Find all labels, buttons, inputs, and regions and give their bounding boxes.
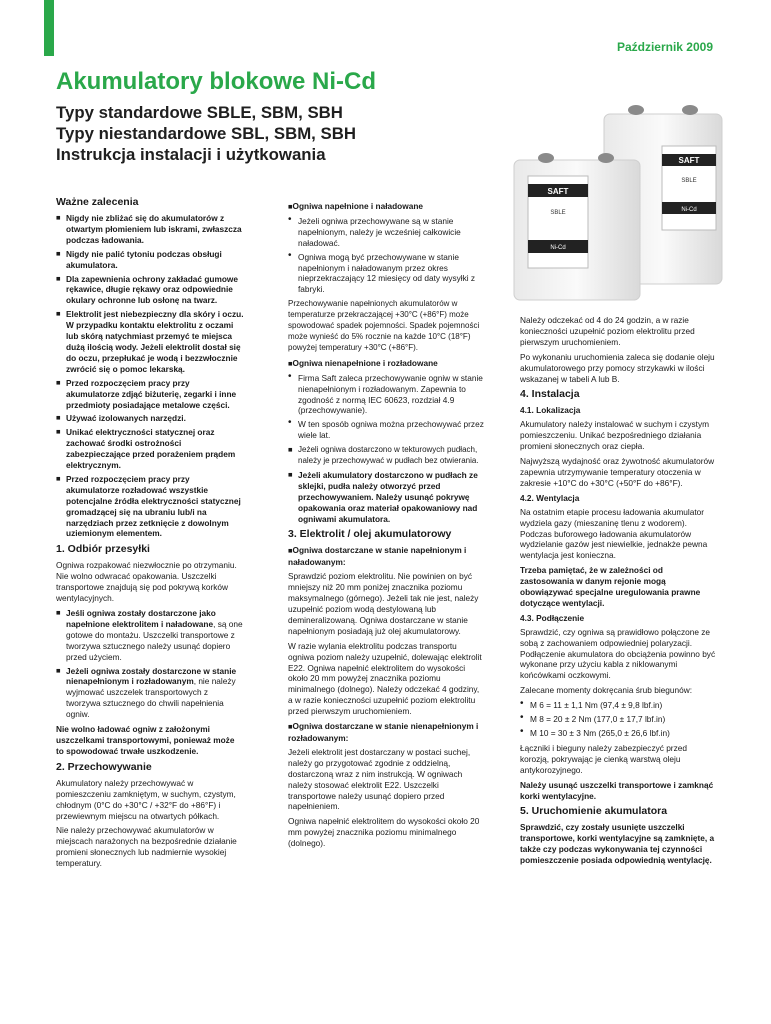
column-2 (288, 199, 484, 853)
section-4-3-paragraph: Sprawdzić, czy ogniwa są prawidłowo połączone ze sobą z zachowaniem odpowiedniej polaryzacji. Podłączenie akumulatora do obciążenia powinno być wykonane przy użyciu kabla z niklowanymi końcówkami oczkowymi. (520, 626, 716, 681)
section-4-3-heading: 4.3. Podłączenie (520, 612, 585, 623)
warnings-list (56, 213, 244, 539)
section-1-note: Nie wolno ładować ogniw z założonymi uszczelkami transportowymi, ponieważ może to spowodować trwałe uszkodzenie. (56, 724, 235, 756)
warning-item: ■ Nigdy nie palić tytoniu podczas obsługi akumulatora. (56, 249, 244, 271)
section-3-heading: 3. Elektrolit / olej akumulatorowy (288, 528, 452, 541)
section-3-paragraph: Ogniwa napełnić elektrolitem do wysokości około 20 mm powyżej znacznika poziomu minimalnego (dolnego). (288, 816, 480, 849)
warning-item: ■ Elektrolit jest niebezpieczny dla skóry i oczu. W przypadku kontaktu elektrolitu z oczami lub skórą natychmiast przemyć te miejsca dużą ilością wody. Jeżeli elektrolit dostał się do oczu, przepłukać je wodą i bezzwłocznie zwrócić się o pomoc lekarską. (56, 309, 244, 374)
storage-empty-item: • W ten sposób ogniwa można przechowywać przez wiele lat. (288, 419, 484, 441)
document-subtitles (56, 102, 356, 165)
storage-filled-list (288, 216, 484, 295)
storage-empty-item: • Firma Saft zaleca przechowywanie ogniw w stanie nienapełnionym i rozładowanym. Zapewnia to zgodność z normą IEC 60623, rozdział 4.9 (przechowywanie). (288, 373, 484, 417)
storage-filled-item: • Ogniwa mogą być przechowywane w stanie napełnionym i naładowanym przez okres nieprzekraczający 12 miesięcy od daty wysyłki z fabryki. (288, 252, 484, 296)
section-5-heading: 5. Uruchomienie akumulatora (520, 805, 668, 818)
section-4-2-note: Trzeba pamiętać, że w zależności od zastosowania w danym rejonie mogą obowiązywać specjalne uregulowania prawne dotyczące wentylacji. (520, 565, 701, 608)
back-cell-chem-text: Ni-Cd (681, 207, 697, 213)
section-3-subheading: ■ Ogniwa dostarczane w stanie napełnionym i naładowanym: (288, 545, 484, 568)
back-cell-terminal (682, 105, 698, 115)
item-bold: Jeśli ogniwa zostały dostarczone jako napełnione elektrolitem i naładowane (66, 608, 216, 629)
subtitle-line: Typy niestandardowe SBL, SBM, SBH (56, 124, 356, 143)
back-cell-brand-text: SAFT (678, 156, 700, 165)
front-cell-terminal (598, 153, 614, 163)
document-date: Październik 2009 (616, 40, 713, 54)
storage-packaging-list (288, 445, 484, 524)
torque-item: • M 6 = 11 ± 1,1 Nm (97,4 ± 9,8 lbf.in) (520, 700, 716, 711)
warning-item: ■ Przed rozpoczęciem pracy przy akumulatorze zdjąć biżuterię, zegarki i inne przedmioty posiadające metalowe części. (56, 378, 244, 411)
section-4-1-paragraph: Akumulatory należy instalować w suchym i czystym pomieszczeniu. Unikać bezpośredniego działania promieni słonecznych oraz ciepła. (520, 419, 710, 452)
warnings-heading: Ważne zalecenia (56, 196, 139, 208)
document-title: Akumulatory blokowe Ni-Cd (56, 68, 377, 95)
section-2-paragraph: Akumulatory należy przechowywać w pomieszczeniu zamkniętym, w suchym, czystym, chłodnym (0°C do +30°C / +32°F do +86°F) i przewiewnym miejscu na otwartych półkach. (56, 777, 236, 821)
storage-packaging-item: ■ Jeżeli ogniwa dostarczono w tekturowych pudłach, należy je przechowywać w pudłach bez otwierania. (288, 445, 484, 467)
section-4-3-paragraph: Zalecane momenty dokręcania śrub biegunów: (520, 685, 693, 696)
torque-list (520, 700, 716, 739)
storage-filled-item: • Jeżeli ogniwa przechowywane są w stanie napełnionym, należy je wcześniej całkowicie naładować. (288, 216, 484, 249)
torque-item: • M 10 = 30 ± 3 Nm (265,0 ± 26,6 lbf.in) (520, 728, 716, 739)
section-1-item (56, 608, 244, 663)
section-3-paragraph: Jeżeli elektrolit jest dostarczany w postaci suchej, należy go przygotować zgodnie z oddzielną, dostarczoną wraz z nim instrukcją. W ogniwach należy stosować elektrolit E22. Uszczelki transportowe należy usunąć dopiero przed napełnieniem. (288, 746, 471, 812)
front-cell-terminal (538, 153, 554, 163)
storage-filled-heading: ■ Ogniwa napełnione i naładowane (288, 201, 484, 213)
section-3-paragraph: W razie wylania elektrolitu podczas transportu ogniwa poziom należy uzupełnić, dolewając elektrolit E22. Ogniwa napełnić elektrolitem do wysokości około 20 mm powyżej znacznika poziomu minimalnego (dolnego). Należy odczekać 4 godziny, a w razie konieczności uzupełnić poziom elektrolitu przed pierwszym uruchomieniem. (288, 640, 482, 717)
column-3 (520, 315, 716, 870)
section-4-1-paragraph: Najwyższą wydajność oraz żywotność akumulatorów zapewnia utrzymywanie temperatury otoczenia w zakresie +10°C do +30°C (+50°F do +86°F). (520, 456, 715, 488)
back-cell-terminal (628, 105, 644, 115)
section-4-2-heading: 4.2. Wentylacja (520, 492, 580, 503)
front-cell-brand-text: SAFT (547, 187, 569, 196)
col3-paragraph: Po wykonaniu uruchomienia zaleca się dodanie oleju akumulatorowego przy pomocy strzykawki w ilości wskazanej w tabeli A lub B. (520, 351, 715, 384)
warning-item: ■ Dla zapewnienia ochrony zakładać gumowe rękawice, długie rękawy oraz odpowiednie okulary ochronne lub osłonę na twarz. (56, 274, 244, 307)
front-cell-chem-text: Ni-Cd (550, 245, 566, 251)
subtitle-line: Typy standardowe SBLE, SBM, SBH (56, 103, 343, 122)
warning-item: ■ Nigdy nie zbliżać się do akumulatorów z otwartym płomieniem lub iskrami, zwłaszcza podczas ładowania. (56, 213, 244, 246)
section-1-list (56, 608, 244, 720)
section-2-heading: 2. Przechowywanie (56, 760, 152, 773)
storage-packaging-item: ■ Jeżeli akumulatory dostarczono w pudłach ze sklejki, pudła należy otworzyć przed przechowywaniem. Należy usunąć pokrywę opakowania oraz materiał opakowaniowy nad ogniwami akumulatora. (288, 470, 484, 525)
section-4-3-paragraph: Łączniki i bieguny należy zabezpieczyć przed korozją, pokrywając je cienką warstwą oleju antykorozyjnego. (520, 742, 687, 775)
item-rest: , są one gotowe do montażu. Uszczelki transportowe z tworzywa sztucznego należy usunąć dopiero przed użyciem. (66, 618, 243, 662)
section-4-2-paragraph: Na ostatnim etapie procesu ładowania akumulator wydziela gazy (mieszaninę tlenu z wodorem). Podczas buforowego ładowania akumulatorów wydzielanie gazów jest niewielkie, jednakże pewna wentylacja jest konieczna. (520, 506, 708, 561)
torque-item: • M 8 = 20 ± 2 Nm (177,0 ± 17,7 lbf.in) (520, 714, 716, 725)
item-bold: Jeżeli ogniwa zostały dostarczone w stanie nienapełnionym i rozładowanym (66, 665, 237, 687)
item-rest: , nie należy wyjmować uszczelek transportowych z tworzywa sztucznego do chwili napełnienia ogniw. (66, 676, 236, 720)
warning-item: ■ Przed rozpoczęciem pracy przy akumulatorze rozładować wszystkie potencjalne źródła elektryczności statycznej gromadzącej się na ubraniu lub/i na narzędziach przez zetknięcie z dowolnym uziemionym elementem. (56, 474, 244, 539)
storage-filled-note: Przechowywanie napełnionych akumulatorów w temperaturze przekraczającej +30°C (+86°F) może spowodować spadek pojemności. Spadek pojemności może wynieść do 5% rocznie na każde 10°C (18°F) powyżej temperatury +30°C (+86°F). (288, 299, 480, 352)
section-4-1-heading: 4.1. Lokalizacja (520, 405, 581, 416)
section-3-paragraph: Sprawdzić poziom elektrolitu. Nie powinien on być mniejszy niż 20 mm poniżej znacznika poziomu maksymalnego (górnego). Jeżeli tak nie jest, należy uzupełnić poziom wodą destylowaną lub demineralizowaną. Ogniwa dostarczane w stanie napełnionym posiadają już olej akumulatorowy. (288, 571, 479, 636)
col3-paragraph: Należy odczekać od 4 do 24 godzin, a w razie konieczności uzupełnić poziom elektrolitu przed pierwszym uruchomieniem. (520, 315, 695, 347)
storage-empty-list (288, 373, 484, 441)
subtitle-line: Instrukcja instalacji i użytkowania (56, 145, 326, 164)
section-1-heading: 1. Odbiór przesyłki (56, 543, 150, 556)
section-2-paragraph: Nie należy przechowywać akumulatorów w miejscach narażonych na bezpośrednie działanie promieni słonecznych lub nadmiernie wysokiej temperatury. (56, 825, 237, 869)
front-cell-model-text: SBLE (550, 210, 566, 216)
section-3-subheading: ■ Ogniwa dostarczane w stanie nienapełnionym i rozładowanym: (288, 721, 484, 744)
section-4-heading: 4. Instalacja (520, 388, 580, 401)
warning-item: ■ Używać izolowanych narzędzi. (56, 413, 244, 424)
column-1 (56, 196, 244, 873)
storage-empty-heading: ■ Ogniwa nienapełnione i rozładowane (288, 358, 484, 370)
brand-accent-bar (44, 0, 54, 56)
section-4-3-note: Należy usunąć uszczelki transportowe i zamknąć korki wentylacyjne. (520, 779, 714, 801)
section-1-item (56, 666, 244, 721)
section-5-note: Sprawdzić, czy zostały usunięte uszczelki transportowe, korki wentylacyjne są zamknięte, a także czy podczas wykonywania tej czynności pomieszczenie posiada odpowiednią wentylację. (520, 822, 715, 866)
section-1-paragraph: Ogniwa rozpakować niezwłocznie po otrzymaniu. Nie wolno odwracać opakowania. Uszczelki transportowe znajdują się pod pokrywą korków wentylacyjnych. (56, 560, 237, 604)
back-cell-model-text: SBLE (681, 178, 697, 184)
battery-product-image (486, 102, 736, 307)
warning-item: ■ Unikać elektryczności statycznej oraz zachować środki ostrożności zabezpieczające przed porażeniem prądem elektrycznym. (56, 427, 244, 471)
